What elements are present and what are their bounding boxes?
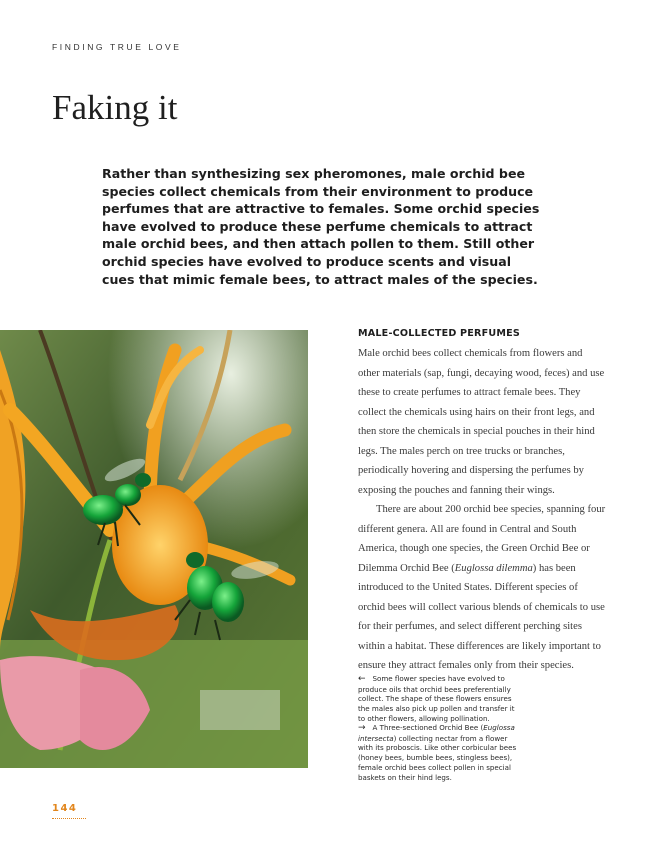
intro-paragraph: Rather than synthesizing sex pheromones, male orchid bee species collect chemicals from their environment to produce perfumes that are attractive to females. Some orchid species have evolved to produce these perfume chemicals to attract male orchid bees, and then attach pollen to them. Still other orchid species have evolved to produce scents and visual cues that mimic female bees, to attract males of the species. (102, 166, 540, 287)
running-header: FINDING TRUE LOVE (52, 42, 182, 52)
caption-right-text-a: A Three-sectioned Orchid Bee ( (372, 723, 484, 732)
body-paragraph-1: Male orchid bees collect chemicals from flowers and other materials (sap, fungi, decaying wood, feces) and use these to create perfumes to attract female bees. They collect the chemicals using hairs on their front legs, and then store the chemicals in special pouches in their hind legs. The males perch on tree trucks or branches, periodically hovering and dispersing the perfumes by exposing the pouches and fanning their wings. (358, 348, 605, 496)
body-paragraph-2-part-b: ) has been introduced to the United States. Different species of orchid bees will collect various blends of chemicals to use for their perfumes, and select different perching sites within a habitat. These differences are likely important to ensure they attract females only from their species. (358, 562, 605, 671)
body-paragraph-2 (358, 500, 606, 676)
caption-left-text: Some flower species have evolved to produce oils that orchid bees preferentially collect. The shape of these flowers ensures the males also pick up pollen and transfer it to other flowers, allowing pollination. (358, 674, 515, 723)
caption-species-name: Euglossa intersecta (358, 723, 515, 743)
caption-right (358, 723, 518, 782)
section-body (358, 344, 606, 676)
section-heading: MALE-COLLECTED PERFUMES (358, 328, 520, 339)
arrow-right-icon: → (358, 723, 366, 733)
orchid-bee-illustration (0, 330, 308, 768)
page-number-dots (52, 818, 86, 819)
species-name: Euglossa dilemma (454, 562, 533, 574)
caption-left (358, 674, 518, 724)
orchid-bee-photo (0, 330, 308, 768)
arrow-left-icon: ← (358, 674, 366, 684)
page-title: Faking it (52, 88, 178, 127)
body-paragraph-2-part-a: There are about 200 orchid bee species, spanning four different genera. All are found in Central and South America, though one species, the Green Orchid Bee or Dilemma Orchid Bee ( (358, 504, 606, 574)
page-number: 144 (52, 803, 78, 814)
caption-right-text-b: ) collecting nectar from a flower with its proboscis. Like other corbicular bees (honey bees, bumble bees, stingless bees), female orchid bees collect pollen in special baskets on their hind legs. (358, 733, 517, 782)
